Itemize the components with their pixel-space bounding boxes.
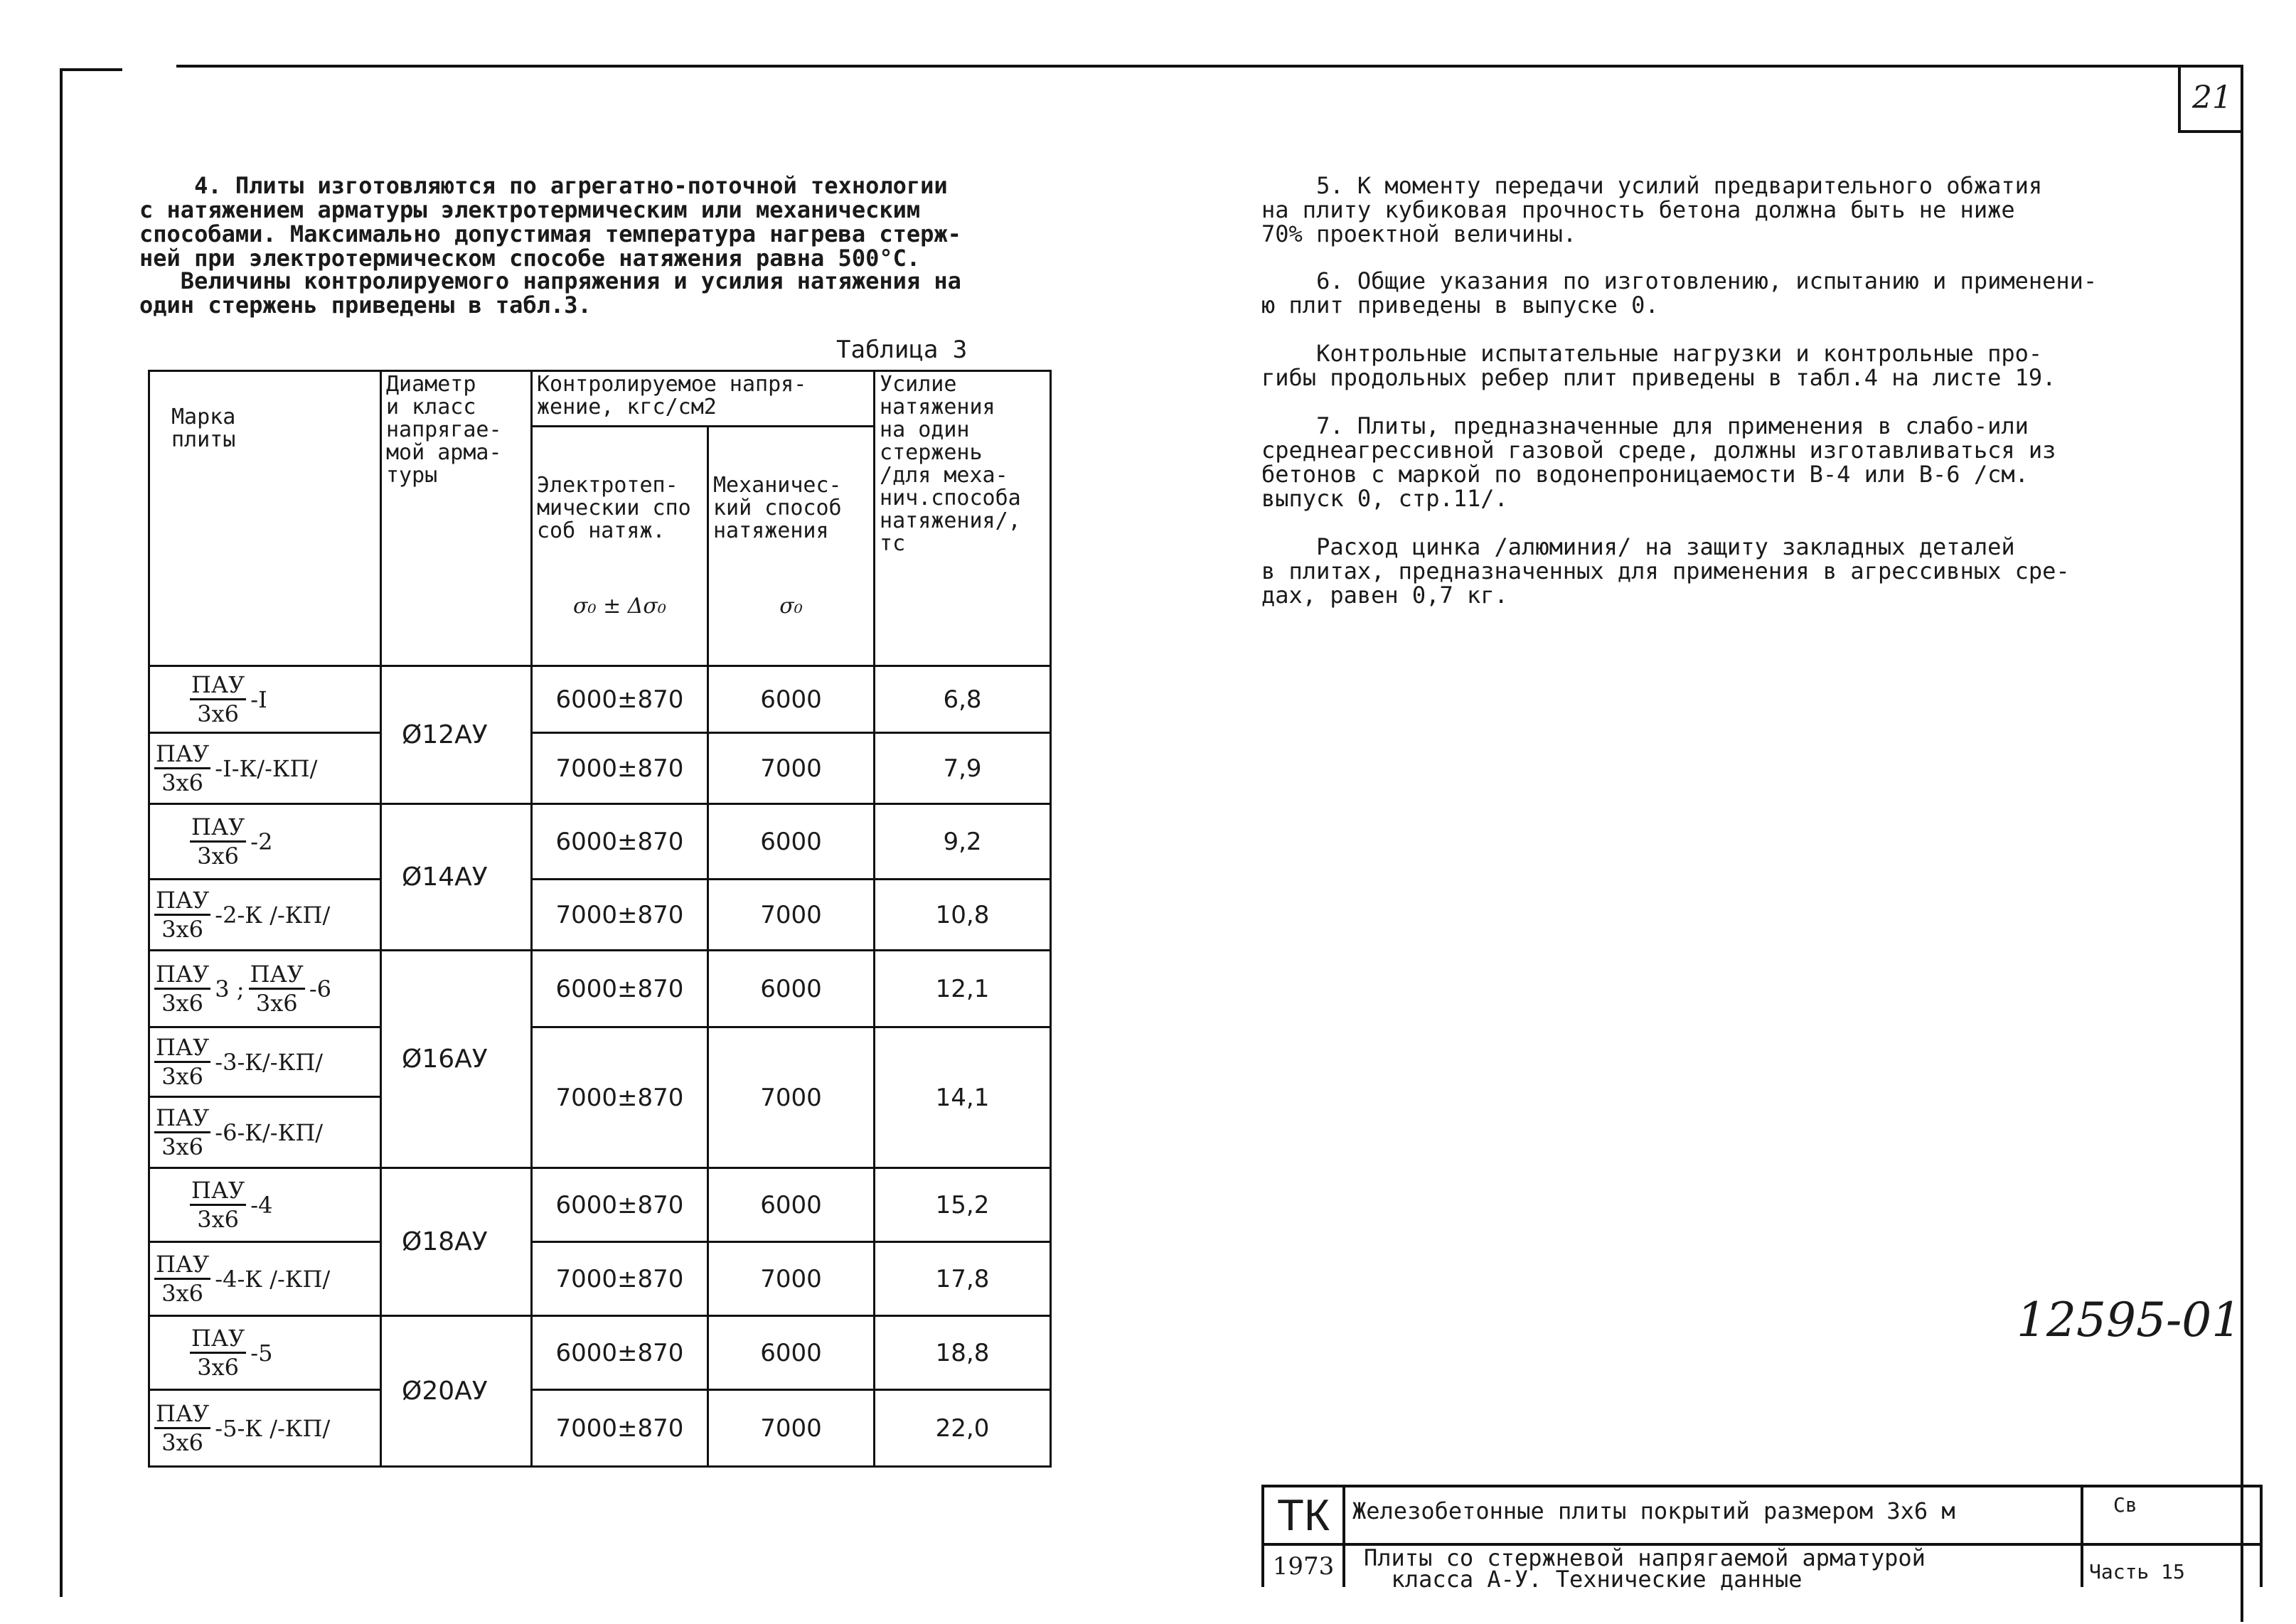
electro-value: 6000±870	[532, 666, 708, 733]
header-mech-symbol: σ₀	[779, 594, 803, 619]
mark-fraction: $\frac{\text{ПАУ}}{3х6}$	[191, 671, 245, 727]
electro-value: 7000±870	[532, 733, 708, 804]
electro-value: 6000±870	[532, 951, 708, 1027]
table-caption: Таблица 3	[836, 336, 968, 364]
stamp-right-bottom: Часть 15	[2089, 1560, 2185, 1583]
table-3	[148, 370, 1052, 1468]
sheet-number: 21	[2178, 65, 2243, 133]
table-row-mark: $\frac{\text{ПАУ}}{3х6}$ -3-К/-КП/	[149, 1027, 381, 1097]
mark-fraction: $\frac{\text{ПАУ}}{3х6}$	[156, 1400, 210, 1456]
title-block-vertical-divider	[2081, 1487, 2083, 1587]
header-electro	[532, 427, 708, 666]
mark-fraction: $\frac{\text{ПАУ}}{3х6}$	[191, 1177, 245, 1233]
electro-value: 6000±870	[532, 1316, 708, 1390]
paragraph-7: 7. Плиты, предназначенные для применения в слабо-или среднеагрессивной газовой среде, должны изготавливаться из бетонов с маркой по водонепроницаемости В-4 или В-6 /см. выпуск 0, стр.11/.	[1261, 412, 2056, 512]
frame-right-line	[2241, 65, 2243, 1622]
mech-value: 6000	[708, 1316, 875, 1390]
electro-value: 7000±870	[532, 1390, 708, 1467]
diameter-cell: Ø18АУ	[381, 1168, 532, 1316]
stamp-year: 1973	[1264, 1546, 1345, 1587]
diameter-cell: Ø14АУ	[381, 804, 532, 951]
force-value: 14,1	[875, 1027, 1051, 1168]
paragraph-4b: Величины контролируемого напряжения и усилия натяжения на один стержень приведены в табл.3.	[139, 267, 961, 319]
table-row-mark: $\frac{\text{ПАУ}}{3х6}$ 3 ; $\frac{\text{ПАУ}}{3х6}$ -6	[149, 951, 381, 1027]
force-value: 22,0	[875, 1390, 1051, 1467]
frame-top-left-line	[60, 68, 122, 71]
header-mech	[708, 427, 875, 666]
table-row-mark: $\frac{\text{ПАУ}}{3х6}$ -4	[149, 1168, 381, 1242]
mark-fraction: $\frac{\text{ПАУ}}{3х6}$	[156, 1251, 210, 1307]
diameter-cell: Ø12АУ	[381, 666, 532, 804]
mark-fraction: $\frac{\text{ПАУ}}{3х6}$	[156, 1034, 210, 1090]
mark-fraction: $\frac{\text{ПАУ}}{3х6}$	[156, 1104, 210, 1160]
force-value: 12,1	[875, 951, 1051, 1027]
table-row-mark: $\frac{\text{ПАУ}}{3х6}$ -I	[149, 666, 381, 733]
stamp-tk: ТК	[1264, 1487, 1345, 1546]
force-value: 9,2	[875, 804, 1051, 880]
mech-value: 6000	[708, 1168, 875, 1242]
header-electro-label: Электротеп- мическии спо соб натяж.	[537, 473, 691, 543]
title-block	[1261, 1485, 2263, 1593]
mech-value: 6000	[708, 804, 875, 880]
mech-value: 7000	[708, 1242, 875, 1316]
header-mech-label: Механичес- кий способ натяжения	[713, 473, 842, 543]
diameter-cell: Ø16АУ	[381, 951, 532, 1168]
force-value: 6,8	[875, 666, 1051, 733]
table-row-mark: $\frac{\text{ПАУ}}{3х6}$ -6-К/-КП/	[149, 1097, 381, 1168]
force-value: 17,8	[875, 1242, 1051, 1316]
frame-top-line	[176, 65, 2243, 68]
table-row-mark: $\frac{\text{ПАУ}}{3х6}$ -2-К /-КП/	[149, 880, 381, 951]
mark-fraction: $\frac{\text{ПАУ}}{3х6}$	[191, 1325, 245, 1381]
mark-fraction: $\frac{\text{ПАУ}}{3х6}$	[156, 740, 210, 796]
mark-fraction: $\frac{\text{ПАУ}}{3х6}$	[250, 961, 304, 1017]
mech-value: 7000	[708, 733, 875, 804]
document-number: 12595-01	[2017, 1293, 2242, 1347]
header-force: Усилие натяжения на один стержень /для меха- нич.способа натяжения/, тс	[875, 371, 1051, 666]
force-value: 15,2	[875, 1168, 1051, 1242]
force-value: 10,8	[875, 880, 1051, 951]
header-electro-symbol: σ₀ ± Δσ₀	[573, 594, 666, 619]
frame-left-line	[60, 68, 63, 1597]
force-value: 7,9	[875, 733, 1051, 804]
mark-fraction: $\frac{\text{ПАУ}}{3х6}$	[156, 961, 210, 1017]
table-row-mark: $\frac{\text{ПАУ}}{3х6}$ -4-К /-КП/	[149, 1242, 381, 1316]
paragraph-6b: Контрольные испытательные нагрузки и контрольные про- гибы продольных ребер плит приведены в табл.4 на листе 19.	[1261, 340, 2056, 391]
paragraph-6: 6. Общие указания по изготовлению, испытанию и применени- ю плит приведены в выпуске 0.	[1261, 267, 2098, 319]
stamp-title: Железобетонные плиты покрытий размером 3х6 м	[1352, 1497, 1955, 1524]
mech-value: 6000	[708, 666, 875, 733]
table-row-mark: $\frac{\text{ПАУ}}{3х6}$ -2	[149, 804, 381, 880]
header-diameter: Диаметр и класс напрягае- мой арма- туры	[381, 371, 532, 666]
header-mark: Марка плиты	[149, 371, 381, 666]
force-value: 18,8	[875, 1316, 1051, 1390]
mech-value: 7000	[708, 1390, 875, 1467]
paragraph-8: Расход цинка /алюминия/ на защиту закладных деталей в плитах, предназначенных для применения в агрессивных сре- дах, равен 0,7 кг.	[1261, 533, 2070, 609]
electro-value: 7000±870	[532, 1242, 708, 1316]
electro-value: 7000±870	[532, 880, 708, 951]
header-control: Контролируемое напря- жение, кгс/см2	[532, 371, 875, 427]
electro-value: 6000±870	[532, 804, 708, 880]
stamp-subtitle: Плиты со стержневой напрягаемой арматурой класса А-У. Технические данные	[1364, 1544, 1926, 1593]
mark-fraction: $\frac{\text{ПАУ}}{3х6}$	[156, 887, 210, 943]
paragraph-5: 5. К моменту передачи усилий предварительного обжатия на плиту кубиковая прочность бетона должна быть не ниже 70% проектной величины.	[1261, 172, 2043, 247]
electro-value: 6000±870	[532, 1168, 708, 1242]
mech-value: 7000	[708, 880, 875, 951]
table-row-mark: $\frac{\text{ПАУ}}{3х6}$ -5	[149, 1316, 381, 1390]
table-row-mark: $\frac{\text{ПАУ}}{3х6}$ -I-К/-КП/	[149, 733, 381, 804]
paragraph-4: 4. Плиты изготовляются по агрегатно-поточной технологии с натяжением арматуры электротермическим или механическим способами. Максимально допустимая температура нагрева стерж- ней при электротермическом способе натяжения равна 500°С.	[139, 172, 961, 272]
mech-value: 7000	[708, 1027, 875, 1168]
stamp-right-top: Св	[2113, 1493, 2137, 1517]
mark-fraction: $\frac{\text{ПАУ}}{3х6}$	[191, 813, 245, 870]
electro-value: 7000±870	[532, 1027, 708, 1168]
mech-value: 6000	[708, 951, 875, 1027]
diameter-cell: Ø20АУ	[381, 1316, 532, 1467]
table-row-mark: $\frac{\text{ПАУ}}{3х6}$ -5-К /-КП/	[149, 1390, 381, 1467]
